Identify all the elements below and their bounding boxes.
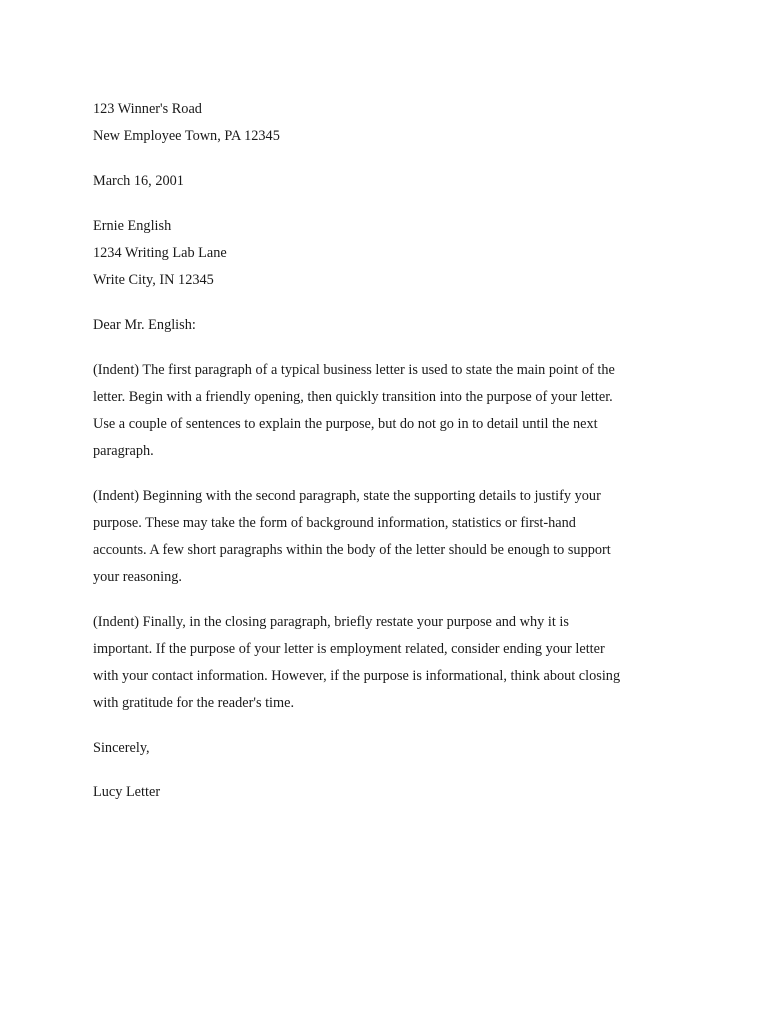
salutation-text: Dear Mr. English: xyxy=(93,317,196,333)
paragraph-line: (Indent) Finally, in the closing paragraph, briefly restate your purpose and why it is xyxy=(93,614,569,630)
recipient-name: Ernie English xyxy=(93,218,172,234)
salutation xyxy=(93,312,678,339)
recipient-city-state-zip: Write City, IN 12345 xyxy=(93,272,214,288)
paragraph-line: Use a couple of sentences to explain the purpose, but do not go in to detail until the next xyxy=(93,416,598,432)
date-text: March 16, 2001 xyxy=(93,173,184,189)
paragraph-line: paragraph. xyxy=(93,443,154,459)
body-paragraph-2 xyxy=(93,483,678,591)
letter-page xyxy=(93,96,678,806)
paragraph-line: accounts. A few short paragraphs within the body of the letter should be enough to support xyxy=(93,542,611,558)
body-paragraph-1 xyxy=(93,357,678,465)
paragraph-line: with your contact information. However, if the purpose is informational, think about closing xyxy=(93,668,621,684)
body-paragraph-3 xyxy=(93,609,678,717)
recipient-street: 1234 Writing Lab Lane xyxy=(93,245,227,261)
paragraph-line: with gratitude for the reader's time. xyxy=(93,695,295,711)
paragraph-line: purpose. These may take the form of background information, statistics or first-hand xyxy=(93,515,576,531)
paragraph-line: important. If the purpose of your letter is employment related, consider ending your letter xyxy=(93,641,605,657)
signature xyxy=(93,779,678,806)
closing xyxy=(93,735,678,762)
recipient-address xyxy=(93,213,678,294)
sender-city-state-zip: New Employee Town, PA 12345 xyxy=(93,128,280,144)
paragraph-line: your reasoning. xyxy=(93,569,182,585)
signature-name: Lucy Letter xyxy=(93,784,161,800)
sender-street: 123 Winner's Road xyxy=(93,101,202,117)
sender-address xyxy=(93,96,678,150)
paragraph-line: (Indent) The first paragraph of a typical business letter is used to state the main point of the xyxy=(93,362,615,378)
letter-date xyxy=(93,168,678,195)
paragraph-line: letter. Begin with a friendly opening, then quickly transition into the purpose of your letter. xyxy=(93,389,613,405)
closing-text: Sincerely, xyxy=(93,740,150,756)
paragraph-line: (Indent) Beginning with the second paragraph, state the supporting details to justify your xyxy=(93,488,601,504)
